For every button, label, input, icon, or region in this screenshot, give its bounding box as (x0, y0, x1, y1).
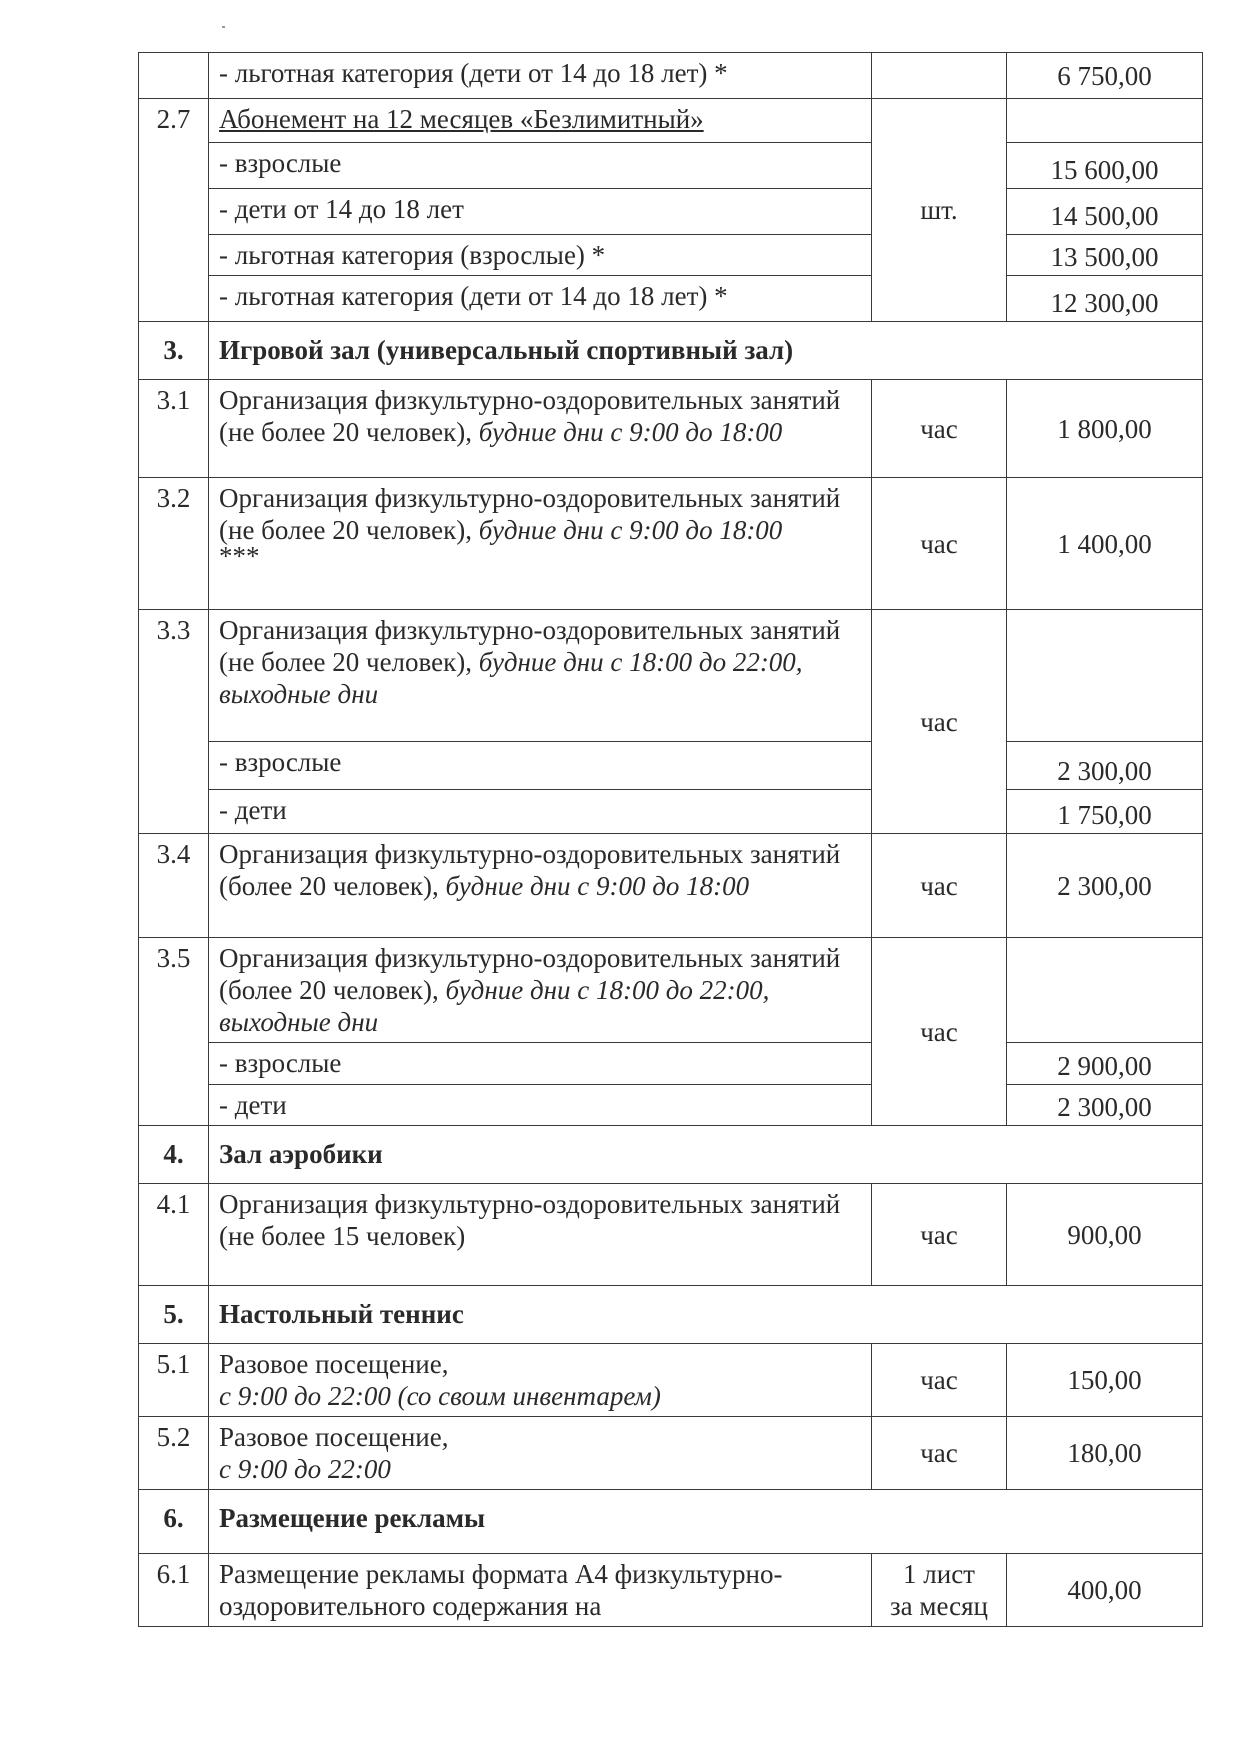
price-cell: 14 500,00 (1007, 189, 1203, 235)
unit-cell: шт. (872, 99, 1007, 322)
service-schedule: будние дни с 9:00 до 18:00 (445, 871, 750, 901)
table-row (139, 1344, 1203, 1417)
service-capacity: (не более 20 человек), (219, 647, 472, 677)
table-row (139, 478, 1203, 610)
price-cell: 2 900,00 (1007, 1043, 1203, 1085)
service-name (209, 610, 872, 742)
section-title: Игровой зал (универсальный спортивный зал) (209, 322, 1203, 380)
row-number: 6.1 (139, 1554, 209, 1627)
unit-cell: час (872, 380, 1007, 478)
service-schedule: будние дни с 18:00 до 22:00, выходные дни (219, 975, 770, 1037)
section-title: Настольный теннис (209, 1286, 1203, 1344)
table-row (139, 790, 1203, 834)
unit-cell: час (872, 1417, 1007, 1490)
service-schedule: с 9:00 до 22:00 (со своим инвентарем) (219, 1381, 661, 1411)
price-cell (1007, 99, 1203, 143)
row-number: 2.7 (139, 99, 209, 322)
price-cell: 6 750,00 (1007, 53, 1203, 99)
service-name (209, 1417, 872, 1490)
service-name-main: Разовое посещение, (219, 1349, 449, 1379)
section-number: 3. (139, 322, 209, 380)
table-row (139, 1043, 1203, 1085)
unit-cell: час (872, 938, 1007, 1126)
service-name: - льготная категория (взрослые) * (209, 235, 872, 276)
price-cell: 15 600,00 (1007, 143, 1203, 189)
price-cell: 400,00 (1007, 1554, 1203, 1627)
service-name: Размещение рекламы формата А4 физкультурно-оздоровительного содержания на (209, 1554, 872, 1627)
service-schedule: будние дни с 9:00 до 18:00 (478, 417, 783, 447)
unit-cell (872, 53, 1007, 99)
table-row (139, 1417, 1203, 1490)
section-row (139, 1286, 1203, 1344)
subscription-title: Абонемент на 12 месяцев «Безлимитный» (219, 104, 704, 134)
service-name-main: Организация физкультурно-оздоровительных занятий (219, 615, 841, 645)
service-name (209, 380, 872, 478)
service-name: - льготная категория (дети от 14 до 18 лет) * (209, 53, 872, 99)
service-capacity: (не более 15 человек) (219, 1221, 466, 1251)
price-cell (1007, 610, 1203, 742)
table-row (139, 235, 1203, 276)
unit-quantity: 1 лист (903, 1559, 975, 1589)
section-row (139, 322, 1203, 380)
price-cell: 180,00 (1007, 1417, 1203, 1490)
price-cell: 150,00 (1007, 1344, 1203, 1417)
section-number: 4. (139, 1126, 209, 1184)
section-row (139, 1490, 1203, 1554)
row-number: 3.2 (139, 478, 209, 610)
table-row (139, 938, 1203, 1043)
row-number: 5.2 (139, 1417, 209, 1490)
table-row (139, 189, 1203, 235)
service-name: - льготная категория (дети от 14 до 18 лет) * (209, 276, 872, 322)
row-number: 3.1 (139, 380, 209, 478)
row-number: 3.4 (139, 834, 209, 938)
price-cell: 1 800,00 (1007, 380, 1203, 478)
row-number: 5.1 (139, 1344, 209, 1417)
section-number: 6. (139, 1490, 209, 1554)
price-table (138, 52, 1203, 1627)
unit-period: за месяц (890, 1591, 988, 1621)
section-number: 5. (139, 1286, 209, 1344)
unit-cell: час (872, 834, 1007, 938)
price-cell: 900,00 (1007, 1184, 1203, 1286)
service-title (209, 99, 872, 143)
price-cell: 1 750,00 (1007, 790, 1203, 834)
service-name: - дети (209, 1085, 872, 1126)
unit-cell: час (872, 1184, 1007, 1286)
price-cell: 2 300,00 (1007, 834, 1203, 938)
service-name: - взрослые (209, 1043, 872, 1085)
price-cell: 12 300,00 (1007, 276, 1203, 322)
table-row (139, 143, 1203, 189)
service-capacity: (не более 20 человек), (219, 417, 472, 447)
table-row (139, 53, 1203, 99)
service-name (209, 1344, 872, 1417)
table-row (139, 1554, 1203, 1627)
table-row (139, 610, 1203, 742)
service-name (209, 478, 872, 610)
service-name: - дети от 14 до 18 лет (209, 189, 872, 235)
row-number: 3.5 (139, 938, 209, 1126)
price-cell: 13 500,00 (1007, 235, 1203, 276)
service-schedule: будние дни с 18:00 до 22:00, выходные дни (219, 647, 803, 709)
service-name (209, 938, 872, 1043)
table-row (139, 742, 1203, 790)
service-name-main: Организация физкультурно-оздоровительных занятий (219, 385, 841, 415)
service-name-main: Разовое посещение, (219, 1422, 449, 1452)
table-row (139, 276, 1203, 322)
unit-cell: час (872, 610, 1007, 834)
price-cell: 1 400,00 (1007, 478, 1203, 610)
table-row (139, 99, 1203, 143)
service-name-main: Организация физкультурно-оздоровительных занятий (более 20 человек), (219, 839, 841, 901)
service-capacity: (не более 20 человек), (219, 515, 472, 545)
row-number: 3.3 (139, 610, 209, 834)
unit-cell: час (872, 478, 1007, 610)
section-row (139, 1126, 1203, 1184)
service-schedule: будние дни с 9:00 до 18:00 (478, 515, 783, 545)
unit-cell: час (872, 1344, 1007, 1417)
price-cell: 2 300,00 (1007, 1085, 1203, 1126)
service-name (209, 834, 872, 938)
section-title: Зал аэробики (209, 1126, 1203, 1184)
service-schedule: с 9:00 до 22:00 (219, 1454, 391, 1484)
table-row (139, 1085, 1203, 1126)
row-number: 4.1 (139, 1184, 209, 1286)
price-cell: 2 300,00 (1007, 742, 1203, 790)
service-name: - дети (209, 790, 872, 834)
service-name: - взрослые (209, 742, 872, 790)
table-row (139, 1184, 1203, 1286)
service-name-main: Организация физкультурно-оздоровительных занятий (219, 1189, 841, 1219)
service-name-main: Организация физкультурно-оздоровительных занятий (более 20 человек), (219, 943, 841, 1005)
footnote-mark: *** (219, 541, 260, 571)
section-title: Размещение рекламы (209, 1490, 1203, 1554)
service-name-main: Организация физкультурно-оздоровительных занятий (219, 483, 841, 513)
unit-cell (872, 1554, 1007, 1627)
service-name (209, 1184, 872, 1286)
table-row (139, 380, 1203, 478)
price-cell (1007, 938, 1203, 1043)
scan-speck (222, 26, 225, 28)
row-number (139, 53, 209, 99)
service-name: - взрослые (209, 143, 872, 189)
table-row (139, 834, 1203, 938)
